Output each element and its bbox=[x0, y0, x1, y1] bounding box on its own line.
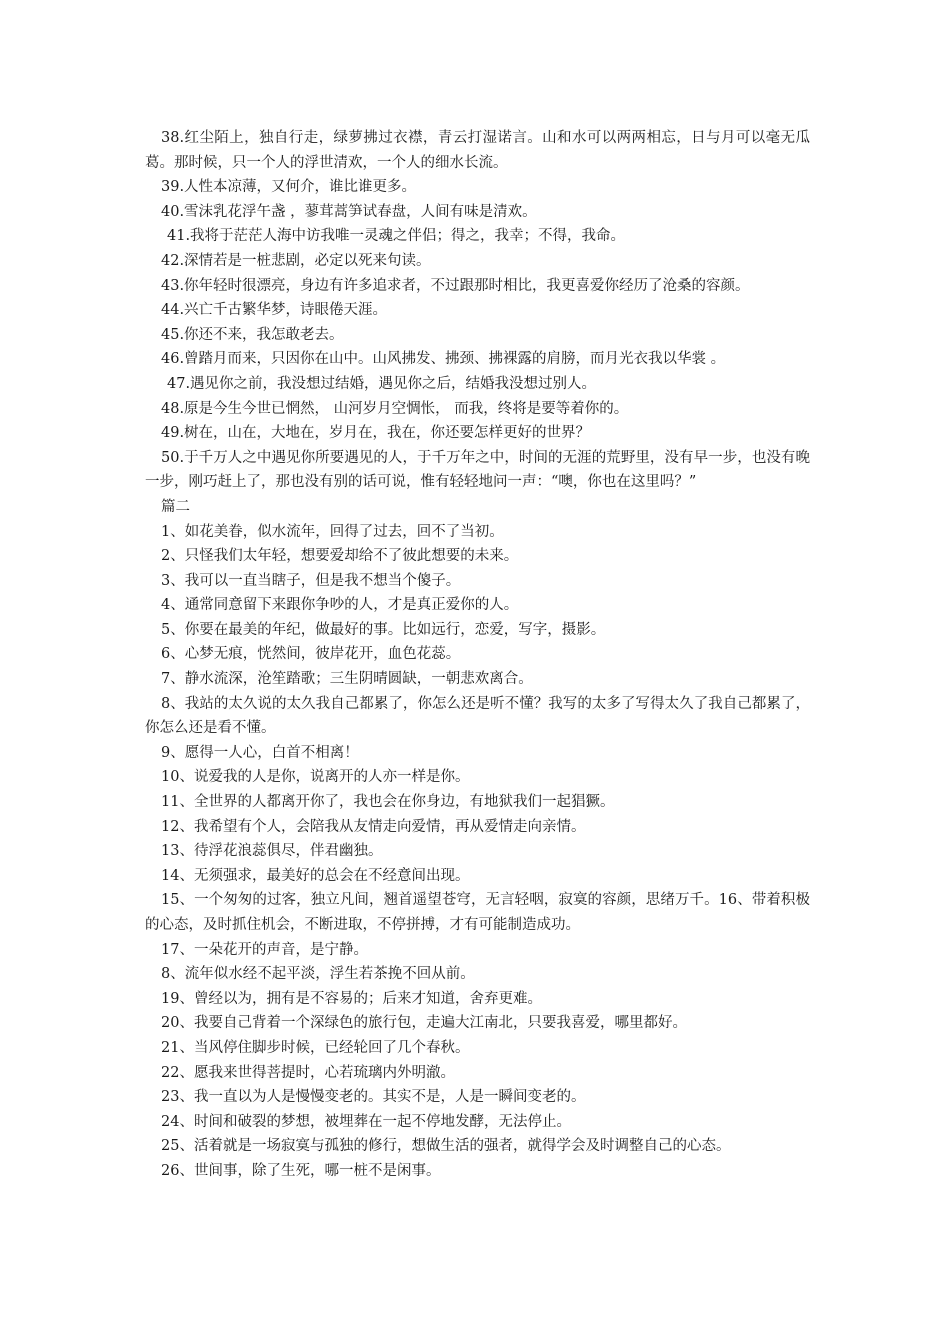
quote-line: 22、愿我来世得菩提时，心若琉璃内外明澈。 bbox=[161, 1064, 455, 1081]
quote-line: 44.兴亡千古繁华梦，诗眼倦天涯。 bbox=[161, 302, 388, 319]
quote-line: 43.你年轻时很漂亮，身边有许多追求者，不过跟那时相比，我更喜爱你经历了沧桑的容颜。 bbox=[161, 277, 750, 294]
quote-line: 38.红尘陌上，独自行走，绿萝拂过衣襟，青云打湿诺言。山和水可以两两相忘，日与月可以毫无瓜葛。那时候，只一个人的浮世清欢，一个人的细水长流。 bbox=[145, 130, 810, 171]
quote-line: 24、时间和破裂的梦想，被埋葬在一起不停地发酵，无法停止。 bbox=[161, 1113, 571, 1130]
quote-line: 8、我站的太久说的太久我自己都累了，你怎么还是听不懂？我写的太多了写得太久了我自己都累了，你怎么还是看不懂。 bbox=[145, 695, 810, 737]
quote-line: 21、当风停住脚步时候，已经轮回了几个春秋。 bbox=[161, 1039, 470, 1056]
quote-line: 46.曾踏月而来，只因你在山中。山风拂发、拂颈、拂裸露的肩膀，而月光衣我以华裳 。 bbox=[161, 351, 726, 368]
quote-line: 50.于千万人之中遇见你所要遇见的人，于千万年之中，时间的无涯的荒野里，没有早一步，也没有晚一步，刚巧赶上了，那也没有别的话可说，惟有轻轻地问一声：“噢，你也在这里吗？” bbox=[145, 449, 810, 491]
quote-line: 40.雪沫乳花浮午盏 ，蓼茸蒿笋试春盘，人间有味是清欢。 bbox=[161, 203, 537, 220]
section-heading: 篇二 bbox=[161, 498, 190, 515]
quote-line: 42.深情若是一桩悲剧，必定以死来句读。 bbox=[161, 252, 431, 269]
section-two bbox=[145, 520, 810, 1184]
quote-line: 20、我要自己背着一个深绿色的旅行包，走遍大江南北，只要我喜爱，哪里都好。 bbox=[161, 1015, 687, 1032]
quote-line: 8、流年似水经不起平淡，浮生若茶挽不回从前。 bbox=[161, 966, 475, 983]
section-one bbox=[145, 126, 810, 495]
quote-line: 6、心梦无痕，恍然间，彼岸花开，血色花蕊。 bbox=[161, 646, 461, 663]
quote-line: 19、曾经以为，拥有是不容易的；后来才知道，舍弃更难。 bbox=[161, 990, 542, 1007]
quote-line: 47.遇见你之前，我没想过结婚，遇见你之后，结婚我没想过别人。 bbox=[167, 375, 597, 392]
quote-line: 10、说爱我的人是你，说离开的人亦一样是你。 bbox=[161, 769, 470, 786]
quote-line: 26、世间事，除了生死，哪一桩不是闲事。 bbox=[161, 1162, 441, 1179]
quote-line: 48.原是今生今世已惘然， 山河岁月空惆怅， 而我，终将是要等着你的。 bbox=[161, 400, 629, 417]
quote-line: 7、静水流深，沧笙踏歌；三生阴晴圆缺，一朝悲欢离合。 bbox=[161, 671, 533, 688]
quote-line: 9、愿得一人心，白首不相离！ bbox=[161, 744, 359, 761]
quote-line: 2、只怪我们太年轻，想要爱却给不了彼此想要的未来。 bbox=[161, 548, 519, 565]
quote-line: 49.树在，山在，大地在，岁月在，我在，你还要怎样更好的世界？ bbox=[161, 425, 591, 442]
quote-line: 25、活着就是一场寂寞与孤独的修行，想做生活的强者，就得学会及时调整自己的心态。 bbox=[161, 1138, 731, 1155]
quote-line: 17、一朵花开的声音，是宁静。 bbox=[161, 941, 368, 958]
quote-line: 41.我将于茫茫人海中访我唯一灵魂之伴侣；得之，我幸；不得，我命。 bbox=[167, 228, 626, 245]
quote-line: 14、无须强求，最美好的总会在不经意间出现。 bbox=[161, 867, 470, 884]
quote-line: 4、通常同意留下来跟你争吵的人，才是真正爱你的人。 bbox=[161, 597, 519, 614]
quote-line: 5、你要在最美的年纪，做最好的事。比如远行，恋爱，写字，摄影。 bbox=[161, 621, 606, 638]
quote-line: 15、一个匆匆的过客，独立凡间，翘首遥望苍穹，无言轻咽，寂寞的容颜，思绪万千。16、带着积极的心态，及时抓住机会，不断进取，不停拼搏，才有可能制造成功。 bbox=[145, 892, 810, 933]
document-body bbox=[145, 126, 810, 1184]
quote-line: 3、我可以一直当瞎子，但是我不想当个傻子。 bbox=[161, 572, 461, 589]
quote-line: 45.你还不来，我怎敢老去。 bbox=[161, 326, 344, 343]
quote-line: 13、待浮花浪蕊俱尽，伴君幽独。 bbox=[161, 843, 383, 860]
quote-line: 39.人性本凉薄，又何介，谁比谁更多。 bbox=[161, 179, 417, 196]
quote-line: 1、如花美眷，似水流年，回得了过去，回不了当初。 bbox=[161, 523, 504, 540]
quote-line: 11、全世界的人都离开你了，我也会在你身边，有地狱我们一起猖獗。 bbox=[161, 794, 615, 811]
quote-line: 23、我一直以为人是慢慢变老的。其实不是，人是一瞬间变老的。 bbox=[161, 1089, 586, 1106]
quote-line: 12、我希望有个人，会陪我从友情走向爱情，再从爱情走向亲情。 bbox=[161, 818, 586, 835]
